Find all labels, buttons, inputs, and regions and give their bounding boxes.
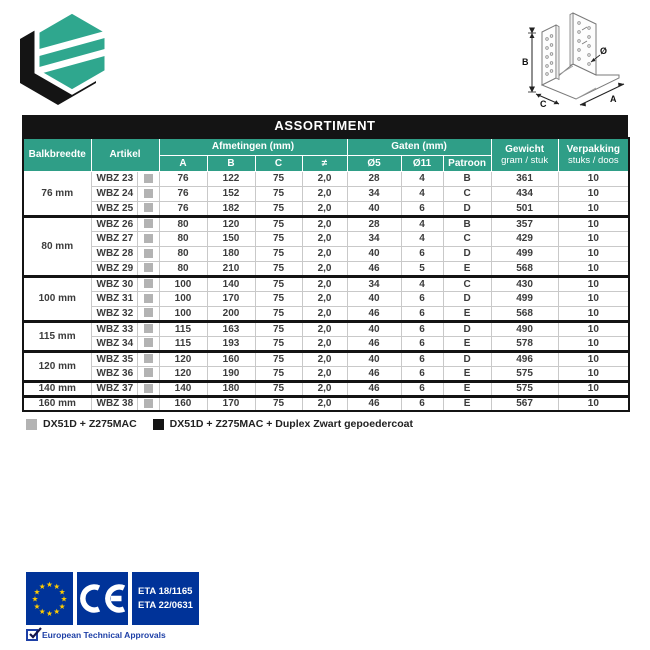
svg-text:★: ★ xyxy=(60,594,68,604)
cell-patroon: B xyxy=(443,216,491,231)
cell-finish xyxy=(137,276,159,291)
cell-a: 80 xyxy=(159,246,207,261)
table-row xyxy=(23,246,629,261)
cell-balkbreedte: 100 mm xyxy=(23,276,91,321)
bracket-right-wall xyxy=(573,13,596,75)
cell-thickness: 2,0 xyxy=(302,231,347,246)
table-row xyxy=(23,261,629,276)
cell-b: 170 xyxy=(207,291,255,306)
diagram-label-diameter: Ø xyxy=(600,46,608,56)
cell-b: 182 xyxy=(207,201,255,216)
cell-finish xyxy=(137,321,159,336)
cell-a: 100 xyxy=(159,306,207,321)
header-col-c: C xyxy=(255,155,302,171)
ce-mark-icon xyxy=(77,572,128,625)
cell-patroon: D xyxy=(443,246,491,261)
cell-patroon: C xyxy=(443,186,491,201)
cell-a: 76 xyxy=(159,201,207,216)
cell-verpakking: 10 xyxy=(558,261,629,276)
cell-artikel: WBZ 23 xyxy=(91,171,137,186)
table-title: ASSORTIMENT xyxy=(22,115,628,137)
finish-swatch-icon xyxy=(144,368,153,377)
cell-thickness: 2,0 xyxy=(302,201,347,216)
approvals-label: European Technical Approvals xyxy=(42,630,166,640)
svg-text:★: ★ xyxy=(33,587,41,597)
cell-a: 115 xyxy=(159,321,207,336)
table-row xyxy=(23,231,629,246)
eu-flag-icon xyxy=(26,572,73,625)
header-col-a: A xyxy=(159,155,207,171)
cell-c: 75 xyxy=(255,261,302,276)
cell-b: 210 xyxy=(207,261,255,276)
cell-artikel: WBZ 37 xyxy=(91,381,137,396)
cell-finish xyxy=(137,186,159,201)
cell-d5: 40 xyxy=(347,201,401,216)
cell-thickness: 2,0 xyxy=(302,336,347,351)
cell-artikel: WBZ 32 xyxy=(91,306,137,321)
cell-c: 75 xyxy=(255,321,302,336)
svg-text:★: ★ xyxy=(33,601,41,611)
cell-b: 180 xyxy=(207,246,255,261)
cell-d11: 4 xyxy=(401,171,443,186)
cell-finish xyxy=(137,216,159,231)
cell-verpakking: 10 xyxy=(558,171,629,186)
gray-swatch-icon xyxy=(26,419,37,430)
header-gaten: Gaten (mm) xyxy=(347,138,491,155)
cell-gewicht: 568 xyxy=(491,306,558,321)
cell-finish xyxy=(137,351,159,366)
cell-patroon: D xyxy=(443,291,491,306)
cell-finish xyxy=(137,396,159,411)
header-col-b: B xyxy=(207,155,255,171)
cell-thickness: 2,0 xyxy=(302,171,347,186)
cell-b: 190 xyxy=(207,366,255,381)
cell-b: 163 xyxy=(207,321,255,336)
cell-c: 75 xyxy=(255,186,302,201)
finish-swatch-icon xyxy=(144,308,153,317)
finish-swatch-icon xyxy=(144,399,153,408)
cell-finish xyxy=(137,246,159,261)
header-balkbreedte: Balkbreedte xyxy=(23,138,91,171)
cell-gewicht: 501 xyxy=(491,201,558,216)
cell-balkbreedte: 120 mm xyxy=(23,351,91,381)
gray-finish-label: DX51D + Z275MAC xyxy=(43,418,137,430)
cell-gewicht: 430 xyxy=(491,276,558,291)
svg-text:★: ★ xyxy=(46,580,53,590)
cell-gewicht: 490 xyxy=(491,321,558,336)
cell-artikel: WBZ 29 xyxy=(91,261,137,276)
cell-balkbreedte: 160 mm xyxy=(23,396,91,411)
cell-patroon: E xyxy=(443,306,491,321)
diagram-label-a: A xyxy=(610,94,617,104)
svg-text:★: ★ xyxy=(53,582,61,592)
cell-patroon: D xyxy=(443,321,491,336)
cell-d11: 5 xyxy=(401,261,443,276)
cell-verpakking: 10 xyxy=(558,201,629,216)
finish-swatch-icon xyxy=(144,354,153,363)
cell-finish xyxy=(137,306,159,321)
cell-d5: 40 xyxy=(347,351,401,366)
header-gewicht-title: Gewicht xyxy=(505,143,545,155)
header-verpakking xyxy=(558,138,629,171)
svg-text:★: ★ xyxy=(38,582,46,592)
cell-verpakking: 10 xyxy=(558,321,629,336)
cell-thickness: 2,0 xyxy=(302,291,347,306)
cell-thickness: 2,0 xyxy=(302,186,347,201)
cell-c: 75 xyxy=(255,276,302,291)
cell-gewicht: 361 xyxy=(491,171,558,186)
assortiment-table xyxy=(22,137,630,412)
cell-gewicht: 429 xyxy=(491,231,558,246)
cell-c: 75 xyxy=(255,351,302,366)
cell-thickness: 2,0 xyxy=(302,381,347,396)
cell-verpakking: 10 xyxy=(558,231,629,246)
cell-d11: 4 xyxy=(401,231,443,246)
cell-b: 200 xyxy=(207,306,255,321)
cell-artikel: WBZ 31 xyxy=(91,291,137,306)
svg-text:★: ★ xyxy=(38,607,46,617)
assortiment-section xyxy=(22,115,628,430)
cell-verpakking: 10 xyxy=(558,246,629,261)
cell-c: 75 xyxy=(255,381,302,396)
cell-patroon: E xyxy=(443,396,491,411)
cell-thickness: 2,0 xyxy=(302,261,347,276)
finish-swatch-icon xyxy=(144,324,153,333)
cell-gewicht: 499 xyxy=(491,246,558,261)
cell-a: 120 xyxy=(159,351,207,366)
table-row xyxy=(23,216,629,231)
cell-b: 160 xyxy=(207,351,255,366)
cell-patroon: C xyxy=(443,276,491,291)
eta-approvals-box xyxy=(132,572,199,625)
header-artikel: Artikel xyxy=(91,138,159,171)
cell-a: 115 xyxy=(159,336,207,351)
cell-d5: 46 xyxy=(347,306,401,321)
cell-a: 80 xyxy=(159,216,207,231)
header-col-d11: Ø11 xyxy=(401,155,443,171)
cell-a: 80 xyxy=(159,231,207,246)
cell-finish xyxy=(137,201,159,216)
header-verpakking-subtitle: stuks / doos xyxy=(567,154,619,166)
cell-finish xyxy=(137,366,159,381)
cell-balkbreedte: 115 mm xyxy=(23,321,91,351)
cell-artikel: WBZ 34 xyxy=(91,336,137,351)
table-row xyxy=(23,321,629,336)
table-row xyxy=(23,366,629,381)
cell-artikel: WBZ 27 xyxy=(91,231,137,246)
approvals-line xyxy=(26,629,199,641)
svg-text:★: ★ xyxy=(46,609,53,619)
cell-d11: 6 xyxy=(401,336,443,351)
cell-verpakking: 10 xyxy=(558,381,629,396)
cell-verpakking: 10 xyxy=(558,216,629,231)
cell-gewicht: 575 xyxy=(491,381,558,396)
cell-verpakking: 10 xyxy=(558,396,629,411)
cell-thickness: 2,0 xyxy=(302,321,347,336)
cell-finish xyxy=(137,381,159,396)
cell-d11: 4 xyxy=(401,216,443,231)
cell-d5: 40 xyxy=(347,246,401,261)
cell-thickness: 2,0 xyxy=(302,366,347,381)
cell-gewicht: 578 xyxy=(491,336,558,351)
cell-patroon: E xyxy=(443,261,491,276)
cell-d5: 46 xyxy=(347,261,401,276)
cell-gewicht: 496 xyxy=(491,351,558,366)
cell-artikel: WBZ 25 xyxy=(91,201,137,216)
header-gewicht-subtitle: gram / stuk xyxy=(501,154,549,166)
cell-artikel: WBZ 24 xyxy=(91,186,137,201)
table-row xyxy=(23,396,629,411)
cell-d11: 6 xyxy=(401,351,443,366)
header-verpakking-title: Verpakking xyxy=(566,143,620,155)
cell-verpakking: 10 xyxy=(558,336,629,351)
cell-d5: 34 xyxy=(347,231,401,246)
header-col-patroon: Patroon xyxy=(443,155,491,171)
cell-verpakking: 10 xyxy=(558,306,629,321)
cell-d5: 28 xyxy=(347,171,401,186)
cell-c: 75 xyxy=(255,396,302,411)
cell-finish xyxy=(137,261,159,276)
cell-thickness: 2,0 xyxy=(302,396,347,411)
cell-gewicht: 575 xyxy=(491,366,558,381)
finish-swatch-icon xyxy=(144,263,153,272)
cell-thickness: 2,0 xyxy=(302,216,347,231)
cell-patroon: B xyxy=(443,171,491,186)
cell-b: 122 xyxy=(207,171,255,186)
cell-artikel: WBZ 38 xyxy=(91,396,137,411)
cell-a: 100 xyxy=(159,276,207,291)
svg-text:★: ★ xyxy=(53,607,61,617)
cell-d5: 46 xyxy=(347,366,401,381)
cell-d11: 6 xyxy=(401,306,443,321)
cell-d5: 28 xyxy=(347,216,401,231)
cell-a: 76 xyxy=(159,171,207,186)
table-row xyxy=(23,186,629,201)
cell-artikel: WBZ 28 xyxy=(91,246,137,261)
cell-d11: 4 xyxy=(401,186,443,201)
cell-d11: 4 xyxy=(401,276,443,291)
cell-verpakking: 10 xyxy=(558,291,629,306)
cell-patroon: D xyxy=(443,351,491,366)
certifications xyxy=(26,572,199,641)
finish-swatch-icon xyxy=(144,219,153,228)
cell-verpakking: 10 xyxy=(558,276,629,291)
cell-thickness: 2,0 xyxy=(302,276,347,291)
cell-d11: 6 xyxy=(401,396,443,411)
finish-swatch-icon xyxy=(144,384,153,393)
cell-c: 75 xyxy=(255,291,302,306)
cell-c: 75 xyxy=(255,231,302,246)
black-swatch-icon xyxy=(153,419,164,430)
cell-c: 75 xyxy=(255,336,302,351)
cell-thickness: 2,0 xyxy=(302,351,347,366)
finish-swatch-icon xyxy=(144,174,153,183)
cell-a: 160 xyxy=(159,396,207,411)
finish-swatch-icon xyxy=(144,338,153,347)
product-diagram xyxy=(520,4,645,109)
header-afmetingen: Afmetingen (mm) xyxy=(159,138,347,155)
cell-d5: 34 xyxy=(347,186,401,201)
bracket-left-wall xyxy=(542,25,556,85)
diagram-label-c: C xyxy=(540,99,547,109)
svg-text:★: ★ xyxy=(31,594,39,604)
svg-text:★: ★ xyxy=(58,601,66,611)
cell-d5: 34 xyxy=(347,276,401,291)
cell-c: 75 xyxy=(255,246,302,261)
cell-verpakking: 10 xyxy=(558,366,629,381)
cell-a: 80 xyxy=(159,261,207,276)
cell-patroon: C xyxy=(443,231,491,246)
cell-finish xyxy=(137,291,159,306)
cell-thickness: 2,0 xyxy=(302,246,347,261)
cell-c: 75 xyxy=(255,366,302,381)
cell-a: 100 xyxy=(159,291,207,306)
cell-gewicht: 499 xyxy=(491,291,558,306)
cell-gewicht: 434 xyxy=(491,186,558,201)
finish-legend xyxy=(22,418,628,430)
header-col-d5: Ø5 xyxy=(347,155,401,171)
cell-d11: 6 xyxy=(401,246,443,261)
diagram-label-b: B xyxy=(522,57,529,67)
table-row xyxy=(23,381,629,396)
cell-artikel: WBZ 30 xyxy=(91,276,137,291)
table-row xyxy=(23,291,629,306)
finish-swatch-icon xyxy=(144,189,153,198)
cell-d5: 40 xyxy=(347,291,401,306)
header-gewicht xyxy=(491,138,558,171)
cell-a: 76 xyxy=(159,186,207,201)
finish-swatch-icon xyxy=(144,279,153,288)
cell-balkbreedte: 80 mm xyxy=(23,216,91,276)
cell-patroon: E xyxy=(443,381,491,396)
table-row xyxy=(23,276,629,291)
brand-logo xyxy=(14,6,116,108)
cell-verpakking: 10 xyxy=(558,186,629,201)
cell-d5: 46 xyxy=(347,381,401,396)
cell-d5: 46 xyxy=(347,396,401,411)
eta-number: ETA 22/0631 xyxy=(138,599,193,611)
cell-d11: 6 xyxy=(401,366,443,381)
cell-patroon: E xyxy=(443,366,491,381)
checkmark-icon xyxy=(26,629,38,641)
cell-gewicht: 567 xyxy=(491,396,558,411)
table-row xyxy=(23,171,629,186)
finish-swatch-icon xyxy=(144,234,153,243)
cell-b: 120 xyxy=(207,216,255,231)
cell-thickness: 2,0 xyxy=(302,306,347,321)
cell-c: 75 xyxy=(255,306,302,321)
cell-d11: 6 xyxy=(401,201,443,216)
header-col-thickness: ≠ xyxy=(302,155,347,171)
finish-swatch-icon xyxy=(144,249,153,258)
table-row xyxy=(23,351,629,366)
cell-artikel: WBZ 26 xyxy=(91,216,137,231)
cell-b: 150 xyxy=(207,231,255,246)
table-row xyxy=(23,336,629,351)
cell-patroon: D xyxy=(443,201,491,216)
eta-number: ETA 18/1165 xyxy=(138,585,193,597)
cell-b: 180 xyxy=(207,381,255,396)
finish-swatch-icon xyxy=(144,294,153,303)
black-finish-label: DX51D + Z275MAC + Duplex Zwart gepoedercoat xyxy=(169,418,413,430)
cell-d5: 40 xyxy=(347,321,401,336)
cell-d11: 6 xyxy=(401,381,443,396)
cell-b: 193 xyxy=(207,336,255,351)
cell-finish xyxy=(137,231,159,246)
cell-artikel: WBZ 35 xyxy=(91,351,137,366)
assortiment-table-body xyxy=(23,171,629,411)
cell-b: 152 xyxy=(207,186,255,201)
finish-swatch-icon xyxy=(144,203,153,212)
cell-gewicht: 568 xyxy=(491,261,558,276)
cell-balkbreedte: 76 mm xyxy=(23,171,91,216)
cell-finish xyxy=(137,336,159,351)
svg-text:★: ★ xyxy=(58,587,66,597)
cell-artikel: WBZ 36 xyxy=(91,366,137,381)
cell-b: 170 xyxy=(207,396,255,411)
cell-d11: 6 xyxy=(401,321,443,336)
cell-patroon: E xyxy=(443,336,491,351)
table-row xyxy=(23,201,629,216)
cell-d11: 6 xyxy=(401,291,443,306)
cell-c: 75 xyxy=(255,216,302,231)
cell-finish xyxy=(137,171,159,186)
cell-c: 75 xyxy=(255,201,302,216)
cell-b: 140 xyxy=(207,276,255,291)
cell-d5: 46 xyxy=(347,336,401,351)
cell-a: 120 xyxy=(159,366,207,381)
cell-c: 75 xyxy=(255,171,302,186)
cell-artikel: WBZ 33 xyxy=(91,321,137,336)
cell-verpakking: 10 xyxy=(558,351,629,366)
cell-balkbreedte: 140 mm xyxy=(23,381,91,396)
cell-a: 140 xyxy=(159,381,207,396)
table-row xyxy=(23,306,629,321)
cell-gewicht: 357 xyxy=(491,216,558,231)
